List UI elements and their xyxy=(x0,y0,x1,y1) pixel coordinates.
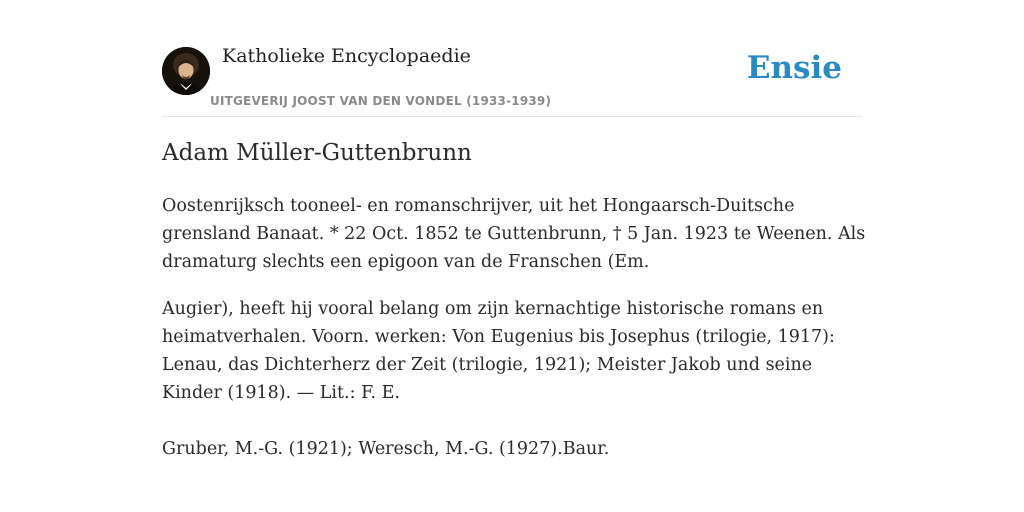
brand-logo[interactable]: Ensie xyxy=(746,50,842,86)
portrait-illustration xyxy=(162,47,210,95)
article-paragraph-1: Oostenrijksch tooneel- en romanschrijver, uit het Hongaarsch-Duitsche grensland Banaat. * 22 Oct. 1852 te Guttenbrunn, † 5 Jan. 1923 te Weenen. Als dramaturg slechts een epigoon van de Franschen (Em. xyxy=(162,196,866,272)
portrait-avatar-icon[interactable] xyxy=(162,47,210,95)
article-paragraph-3: Gruber, M.-G. (1921); Weresch, M.-G. (1927).Baur. xyxy=(162,439,610,459)
article-title: Adam Müller-Guttenbrunn xyxy=(162,140,472,166)
article-paragraph-2: Augier), heeft hij vooral belang om zijn kernachtige historische romans en heimatverhalen. Voorn. werken: Von Eugenius bis Josephus (trilogie, 1917): Lenau, das Dichterherz der Zeit (trilogie, 1921); Meister Jakob und seine Kinder (1918). — Lit.: F. E. xyxy=(162,299,835,403)
source-header xyxy=(162,40,862,117)
publisher-label: UITGEVERIJ JOOST VAN DEN VONDEL (1933-1939) xyxy=(210,94,552,108)
source-title[interactable]: Katholieke Encyclopaedie xyxy=(222,45,471,67)
